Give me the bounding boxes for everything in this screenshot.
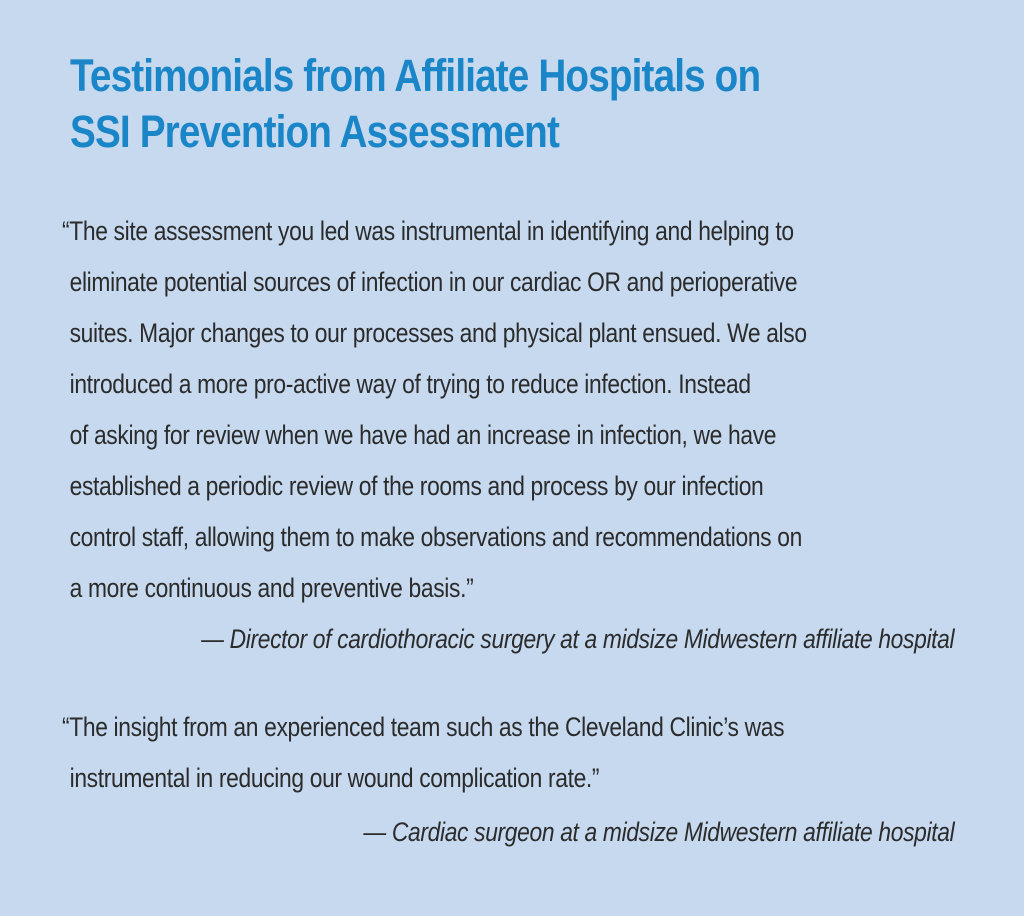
quote-line: suites. Major changes to our processes and physical plant ensued. We also: [69, 318, 807, 348]
testimonial-1: [62, 206, 962, 614]
title-line-1: Testimonials from Affiliate Hospitals on: [70, 50, 761, 101]
quote-line: introduced a more pro-active way of trying to reduce infection. Instead: [69, 369, 751, 399]
quote-line: of asking for review when we have had an increase in infection, we have: [69, 420, 777, 450]
testimonial-2: [62, 702, 962, 804]
quote-line: a more continuous and preventive basis.”: [69, 573, 474, 603]
testimonial-2-attribution: — Cardiac surgeon at a midsize Midwestern affiliate hospital: [363, 817, 954, 847]
testimonial-1-quote: [62, 206, 958, 614]
quote-line: eliminate potential sources of infection in our cardiac OR and perioperative: [69, 267, 798, 297]
quote-line: “The insight from an experienced team such as the Cleveland Clinic’s was: [62, 712, 785, 742]
quote-line: “The site assessment you led was instrumental in identifying and helping to: [62, 216, 794, 246]
quote-line: established a periodic review of the rooms and process by our infection: [69, 471, 764, 501]
testimonial-1-attribution: — Director of cardiothoracic surgery at a midsize Midwestern affiliate hospital: [200, 624, 954, 654]
testimonial-2-quote: [62, 702, 958, 804]
quote-line: control staff, allowing them to make observations and recommendations on: [69, 522, 802, 552]
page-title: [70, 48, 939, 160]
quote-line: instrumental in reducing our wound complication rate.”: [69, 763, 600, 793]
title-line-2: SSI Prevention Assessment: [70, 106, 559, 157]
